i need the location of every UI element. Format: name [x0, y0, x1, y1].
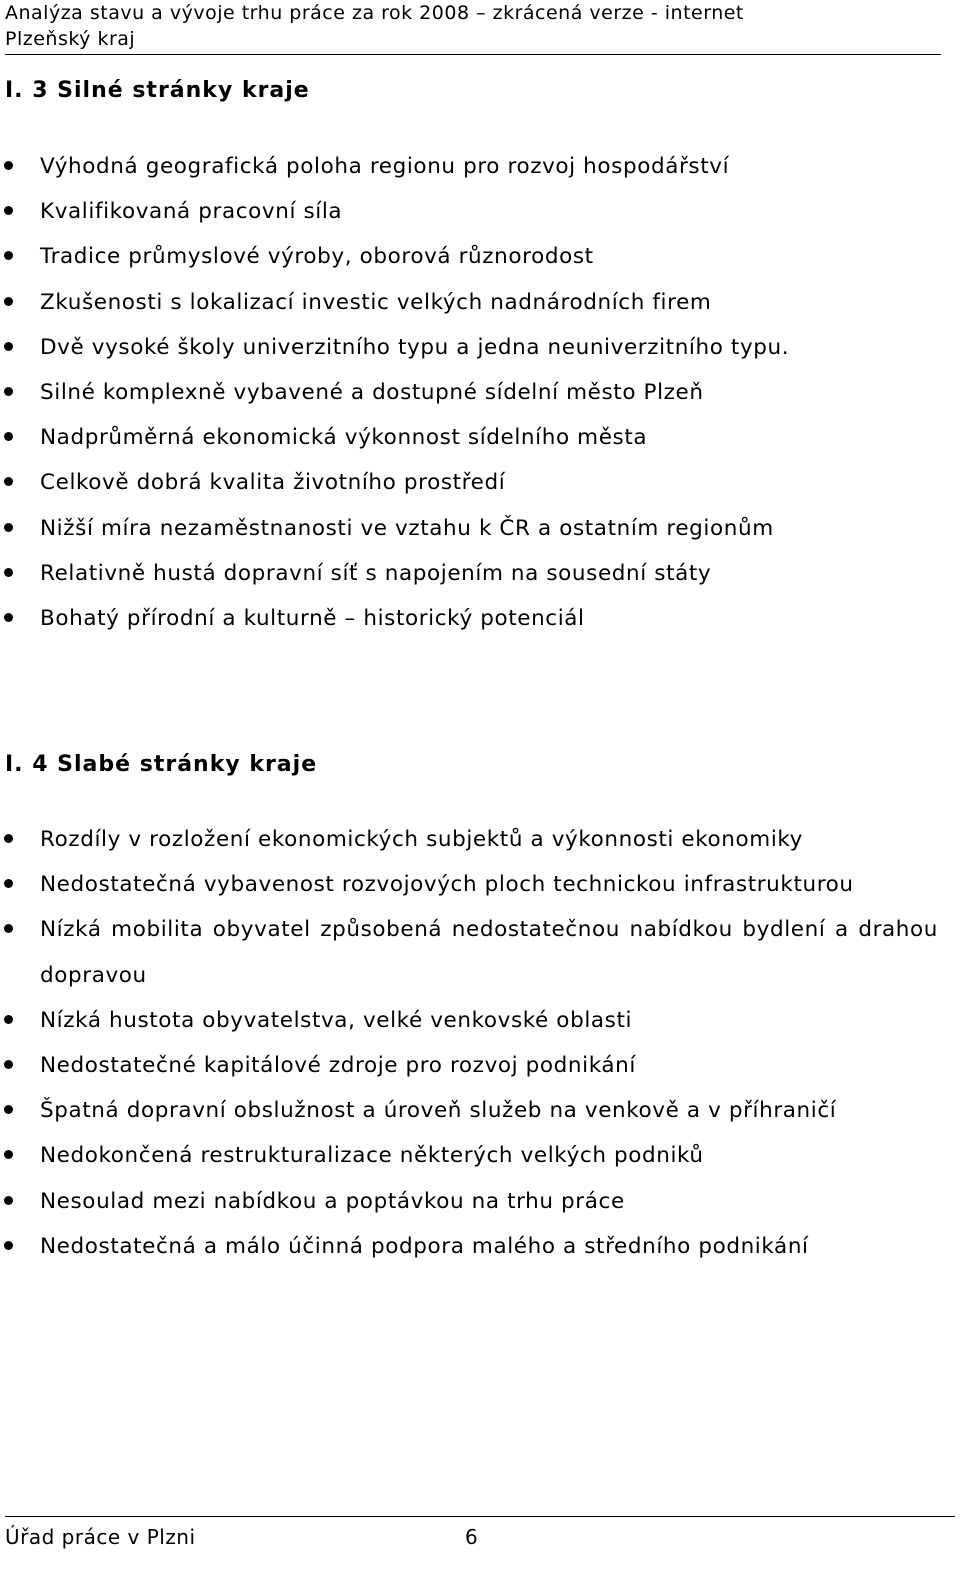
bullet-icon	[4, 1015, 13, 1024]
list-item	[0, 1133, 960, 1178]
list-item-text: Tradice průmyslové výroby, oborová různorodost	[40, 244, 594, 270]
weaknesses-list	[0, 817, 960, 1269]
list-item-text: Nižší míra nezaměstnanosti ve vztahu k ČR a ostatním regionům	[40, 515, 774, 541]
bullet-icon	[4, 342, 13, 351]
list-item-text: Zkušenosti s lokalizací investic velkých nadnárodních firem	[40, 289, 712, 315]
bullet-icon	[4, 1060, 13, 1069]
bullet-icon	[4, 297, 13, 306]
list-item-text: Dvě vysoké školy univerzitního typu a jedna neuniverzitního typu.	[40, 334, 790, 360]
list-item	[0, 144, 960, 189]
header-title: Analýza stavu a vývoje trhu práce za rok 2008 – zkrácená verze - internet	[5, 2, 744, 24]
bullet-icon	[4, 523, 13, 532]
list-item-text: Špatná dopravní obslužnost a úroveň služeb na venkově a v příhraničí	[40, 1098, 837, 1124]
list-item	[0, 234, 960, 279]
list-item	[0, 1088, 960, 1133]
list-item	[0, 1179, 960, 1224]
bullet-icon	[4, 568, 13, 577]
list-item	[0, 370, 960, 415]
bullet-icon	[4, 1105, 13, 1114]
page-header	[5, 0, 941, 55]
strengths-list	[0, 144, 960, 641]
page-number: 6	[465, 1525, 479, 1549]
list-item	[0, 1043, 960, 1088]
bullet-icon	[4, 834, 13, 843]
list-item-text: Nesoulad mezi nabídkou a poptávkou na trhu práce	[40, 1188, 625, 1214]
list-item-text: Silné komplexně vybavené a dostupné sídelní město Plzeň	[40, 380, 704, 406]
section-title-weaknesses: I. 4 Slabé stránky kraje	[5, 752, 318, 777]
bullet-icon	[4, 1150, 13, 1159]
list-item-text: Nadprůměrná ekonomická výkonnost sídelního města	[40, 425, 648, 451]
bullet-icon	[4, 161, 13, 170]
list-item	[0, 189, 960, 234]
list-item	[0, 862, 960, 907]
list-item-text: Nízká hustota obyvatelstva, velké venkovské oblasti	[40, 1007, 633, 1033]
list-item-text: Nedostatečné kapitálové zdroje pro rozvoj podnikání	[40, 1053, 636, 1079]
list-item	[0, 907, 938, 997]
list-item-text: Celkově dobrá kvalita životního prostředí	[40, 470, 506, 496]
bullet-icon	[4, 1241, 13, 1250]
list-item-text: Nedostatečná a málo účinná podpora malého a středního podnikání	[40, 1233, 809, 1259]
list-item-text: Kvalifikovaná pracovní síla	[40, 199, 343, 225]
footer-office: Úřad práce v Plzni	[5, 1525, 196, 1549]
bullet-icon	[4, 477, 13, 486]
list-item	[0, 1224, 960, 1269]
list-item	[0, 280, 960, 325]
bullet-icon	[4, 924, 13, 933]
bullet-icon	[4, 387, 13, 396]
list-item-text: Bohatý přírodní a kulturně – historický potenciál	[40, 606, 585, 632]
list-item	[0, 596, 960, 641]
list-item-text: Výhodná geografická poloha regionu pro rozvoj hospodářství	[40, 154, 730, 179]
list-item	[0, 551, 960, 596]
section-title-strengths: I. 3 Silné stránky kraje	[5, 78, 310, 103]
list-item-text: Relativně hustá dopravní síť s napojením na sousední státy	[40, 560, 712, 586]
list-item-text: Nedokončená restrukturalizace některých velkých podniků	[40, 1143, 704, 1169]
bullet-icon	[4, 879, 13, 888]
header-region: Plzeňský kraj	[5, 28, 136, 50]
list-item-text: Nedostatečná vybavenost rozvojových ploch technickou infrastrukturou	[40, 872, 854, 898]
list-item-text: Nízká mobilita obyvatel způsobená nedostatečnou nabídkou bydlení a drahou dopravou	[40, 917, 938, 988]
bullet-icon	[4, 251, 13, 260]
list-item	[0, 998, 960, 1043]
list-item-text: Rozdíly v rozložení ekonomických subjektů a výkonnosti ekonomiky	[40, 827, 804, 852]
list-item	[0, 506, 960, 551]
bullet-icon	[4, 613, 13, 622]
bullet-icon	[4, 1196, 13, 1205]
bullet-icon	[4, 206, 13, 215]
list-item	[0, 460, 960, 505]
list-item	[0, 415, 960, 460]
list-item	[0, 817, 960, 862]
bullet-icon	[4, 432, 13, 441]
page-footer	[5, 1516, 955, 1549]
list-item	[0, 325, 960, 370]
